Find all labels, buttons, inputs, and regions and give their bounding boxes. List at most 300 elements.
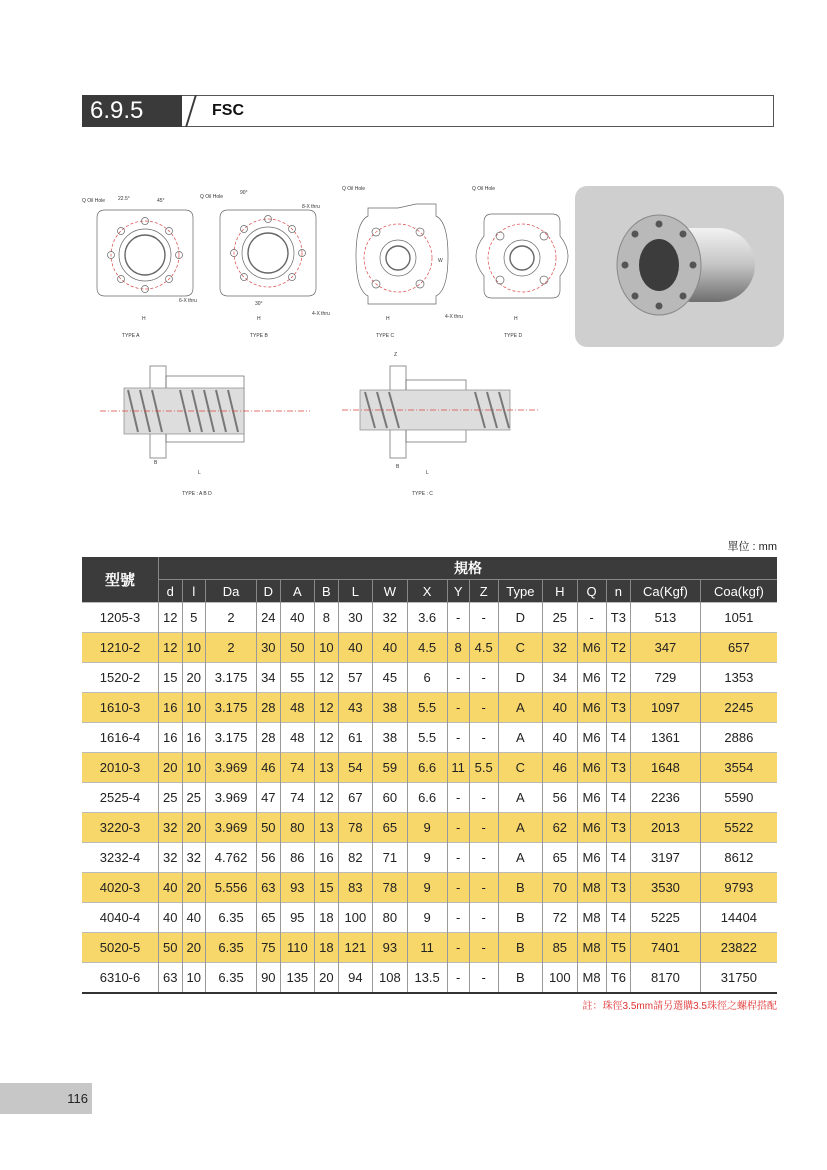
type-d-label: TYPE D <box>504 333 523 339</box>
spec-cell: 6.35 <box>206 903 257 933</box>
spec-cell: 90 <box>257 963 281 994</box>
column-header: Q <box>577 580 606 603</box>
spec-cell: 3.175 <box>206 693 257 723</box>
spec-cell: M6 <box>577 783 606 813</box>
spec-cell: 11 <box>447 753 469 783</box>
spec-cell: - <box>469 783 498 813</box>
spec-cell: M8 <box>577 873 606 903</box>
spec-cell: 30 <box>338 603 373 633</box>
spec-cell: - <box>469 663 498 693</box>
spec-cell: - <box>469 723 498 753</box>
table-row <box>82 663 777 693</box>
type-d-h-label: H <box>514 316 518 322</box>
type-b-angle-label: 90° <box>240 190 248 196</box>
table-row <box>82 843 777 873</box>
spec-cell: 45 <box>373 663 408 693</box>
section-header <box>82 95 774 127</box>
spec-cell: 54 <box>338 753 373 783</box>
type-b-label: TYPE B <box>250 333 268 339</box>
column-header: l <box>182 580 206 603</box>
model-cell: 1210-2 <box>82 633 159 663</box>
spec-cell: 10 <box>182 753 206 783</box>
spec-cell: 16 <box>159 723 183 753</box>
spec-cell: 8612 <box>700 843 777 873</box>
spec-cell: 347 <box>631 633 701 663</box>
side-abd-label: TYPE : A B D <box>182 491 212 497</box>
column-header: Ca(Kgf) <box>631 580 701 603</box>
spec-cell: 6.6 <box>407 783 447 813</box>
spec-cell: 24 <box>257 603 281 633</box>
table-row <box>82 903 777 933</box>
spec-cell: M8 <box>577 933 606 963</box>
type-d-thru-label: 4-X thru <box>445 314 463 320</box>
spec-cell: T3 <box>606 693 631 723</box>
spec-cell: 8 <box>315 603 339 633</box>
spec-cell: B <box>498 933 542 963</box>
spec-cell: 32 <box>159 843 183 873</box>
spec-cell: 23822 <box>700 933 777 963</box>
spec-cell: 40 <box>159 873 183 903</box>
spec-cell: 56 <box>257 843 281 873</box>
spec-cell: M8 <box>577 903 606 933</box>
spec-cell: 3554 <box>700 753 777 783</box>
spec-cell: 56 <box>543 783 578 813</box>
model-cell: 2010-3 <box>82 753 159 783</box>
model-cell: 4020-3 <box>82 873 159 903</box>
spec-cell: 70 <box>543 873 578 903</box>
spec-cell: 3.969 <box>206 753 257 783</box>
spec-cell: 46 <box>543 753 578 783</box>
spec-cell: 65 <box>373 813 408 843</box>
table-row <box>82 933 777 963</box>
model-cell: 1520-2 <box>82 663 159 693</box>
spec-cell: 28 <box>257 723 281 753</box>
spec-cell: 78 <box>373 873 408 903</box>
spec-cell: 62 <box>543 813 578 843</box>
spec-cell: 32 <box>159 813 183 843</box>
spec-cell: M6 <box>577 663 606 693</box>
table-row <box>82 693 777 723</box>
spec-cell: 40 <box>373 633 408 663</box>
type-a-angle2-label: 45° <box>157 198 165 204</box>
type-c-label: TYPE C <box>376 333 395 339</box>
spec-cell: 12 <box>159 633 183 663</box>
spec-cell: 63 <box>159 963 183 994</box>
column-header: Y <box>447 580 469 603</box>
table-row <box>82 723 777 753</box>
type-c-w-label: W <box>438 258 443 264</box>
type-c-thru-label: 4-X thru <box>312 311 330 317</box>
spec-cell: 100 <box>543 963 578 994</box>
spec-cell: 12 <box>315 663 339 693</box>
model-cell: 1610-3 <box>82 693 159 723</box>
spec-cell: T4 <box>606 783 631 813</box>
flange-nut-image <box>575 186 784 347</box>
spec-table-body <box>82 603 777 994</box>
spec-cell: A <box>498 693 542 723</box>
spec-cell: 13.5 <box>407 963 447 994</box>
spec-cell: T3 <box>606 873 631 903</box>
type-a-drawing <box>82 196 197 339</box>
spec-cell: - <box>469 813 498 843</box>
spec-cell: 9 <box>407 903 447 933</box>
spec-cell: 2886 <box>700 723 777 753</box>
spec-table <box>82 557 777 994</box>
spec-cell: 30 <box>257 633 281 663</box>
spec-cell: 10 <box>182 963 206 994</box>
spec-cell: T5 <box>606 933 631 963</box>
spec-cell: 82 <box>338 843 373 873</box>
spec-cell: 78 <box>338 813 373 843</box>
spec-cell: 50 <box>280 633 315 663</box>
spec-cell: M6 <box>577 693 606 723</box>
spec-cell: 4.762 <box>206 843 257 873</box>
spec-cell: 14404 <box>700 903 777 933</box>
table-row <box>82 753 777 783</box>
spec-cell: 65 <box>257 903 281 933</box>
spec-cell: C <box>498 633 542 663</box>
spec-cell: B <box>498 963 542 994</box>
product-photo <box>575 186 784 347</box>
spec-cell: - <box>447 903 469 933</box>
spec-cell: 12 <box>315 783 339 813</box>
model-cell: 1205-3 <box>82 603 159 633</box>
spec-cell: 10 <box>315 633 339 663</box>
page-number-box <box>0 1083 92 1114</box>
spec-cell: 43 <box>338 693 373 723</box>
side-c-label: TYPE : C <box>412 491 433 497</box>
spec-cell: 20 <box>182 873 206 903</box>
spec-cell: 65 <box>543 843 578 873</box>
model-cell: 1616-4 <box>82 723 159 753</box>
spec-cell: 32 <box>373 603 408 633</box>
header-frame <box>182 95 774 127</box>
spec-cell: 6.35 <box>206 933 257 963</box>
spec-cell: - <box>447 723 469 753</box>
spec-cell: 5.5 <box>469 753 498 783</box>
section-title: FSC <box>212 102 244 119</box>
spec-cell: M6 <box>577 813 606 843</box>
type-a-label: TYPE A <box>122 333 140 339</box>
spec-cell: B <box>498 903 542 933</box>
spec-cell: 31750 <box>700 963 777 994</box>
spec-cell: 3530 <box>631 873 701 903</box>
type-c-oil-hole-label: Q Oil Hole <box>342 186 366 192</box>
type-a-h-label: H <box>142 316 146 322</box>
footnote: 註：珠徑3.5mm請另選購3.5珠徑之螺桿搭配 <box>582 1001 777 1012</box>
spec-cell: T3 <box>606 813 631 843</box>
spec-cell: 15 <box>159 663 183 693</box>
spec-cell: 25 <box>159 783 183 813</box>
type-a-oil-hole-label: Q Oil Hole <box>82 198 106 204</box>
spec-cell: - <box>447 603 469 633</box>
spec-cell: 80 <box>280 813 315 843</box>
spec-cell: 8 <box>447 633 469 663</box>
column-header: W <box>373 580 408 603</box>
spec-cell: 657 <box>700 633 777 663</box>
column-header: d <box>159 580 183 603</box>
column-header: Z <box>469 580 498 603</box>
spec-cell: 9 <box>407 813 447 843</box>
spec-cell: B <box>498 873 542 903</box>
spec-cell: 16 <box>315 843 339 873</box>
spec-cell: 40 <box>182 903 206 933</box>
spec-cell: 2013 <box>631 813 701 843</box>
spec-cell: 3.6 <box>407 603 447 633</box>
spec-cell: 5225 <box>631 903 701 933</box>
table-row <box>82 873 777 903</box>
column-header: Type <box>498 580 542 603</box>
type-a-thru-label: 6-X thru <box>179 298 197 304</box>
spec-cell: 20 <box>315 963 339 994</box>
spec-cell: 48 <box>280 723 315 753</box>
spec-cell: 25 <box>543 603 578 633</box>
type-c-h-label: H <box>386 316 390 322</box>
spec-cell: 32 <box>543 633 578 663</box>
spec-cell: 5.556 <box>206 873 257 903</box>
unit-label: 單位 : mm <box>727 541 777 553</box>
spec-cell: 513 <box>631 603 701 633</box>
spec-cell: 3.175 <box>206 723 257 753</box>
spec-cell: - <box>447 933 469 963</box>
side-c-l-label: L <box>426 470 429 476</box>
model-cell: 2525-4 <box>82 783 159 813</box>
spec-cell: 60 <box>373 783 408 813</box>
spec-cell: 1097 <box>631 693 701 723</box>
spec-cell: 94 <box>338 963 373 994</box>
spec-cell: - <box>469 693 498 723</box>
spec-cell: - <box>447 873 469 903</box>
spec-cell: 2245 <box>700 693 777 723</box>
spec-cell: 121 <box>338 933 373 963</box>
spec-cell: 38 <box>373 693 408 723</box>
spec-cell: 3.969 <box>206 783 257 813</box>
spec-cell: 2 <box>206 633 257 663</box>
table-row <box>82 633 777 663</box>
spec-cell: 2 <box>206 603 257 633</box>
spec-cell: 38 <box>373 723 408 753</box>
spec-cell: T2 <box>606 633 631 663</box>
spec-cell: 7401 <box>631 933 701 963</box>
spec-cell: 61 <box>338 723 373 753</box>
spec-cell: 3197 <box>631 843 701 873</box>
spec-cell: 5 <box>182 603 206 633</box>
spec-cell: 57 <box>338 663 373 693</box>
model-cell: 3220-3 <box>82 813 159 843</box>
spec-cell: A <box>498 723 542 753</box>
column-header: B <box>315 580 339 603</box>
column-header: L <box>338 580 373 603</box>
spec-cell: 6.6 <box>407 753 447 783</box>
model-cell: 5020-5 <box>82 933 159 963</box>
spec-cell: 1353 <box>700 663 777 693</box>
model-header: 型號 <box>82 557 159 603</box>
spec-cell: 40 <box>543 723 578 753</box>
spec-cell: - <box>447 813 469 843</box>
spec-cell: 1361 <box>631 723 701 753</box>
spec-cell: T3 <box>606 753 631 783</box>
spec-cell: 83 <box>338 873 373 903</box>
column-header: H <box>543 580 578 603</box>
spec-cell: 16 <box>159 693 183 723</box>
spec-cell: A <box>498 843 542 873</box>
spec-cell: T2 <box>606 663 631 693</box>
side-abd-b-label: B <box>154 460 158 466</box>
spec-cell: 34 <box>543 663 578 693</box>
type-b-h-label: H <box>257 316 261 322</box>
spec-cell: 6 <box>407 663 447 693</box>
spec-cell: 74 <box>280 753 315 783</box>
spec-cell: 40 <box>159 903 183 933</box>
spec-cell: 12 <box>315 723 339 753</box>
spec-cell: 93 <box>373 933 408 963</box>
spec-cell: - <box>447 693 469 723</box>
spec-cell: T6 <box>606 963 631 994</box>
spec-header: 規格 <box>159 557 778 580</box>
spec-cell: 15 <box>315 873 339 903</box>
spec-cell: 16 <box>182 723 206 753</box>
spec-cell: 32 <box>182 843 206 873</box>
spec-cell: 135 <box>280 963 315 994</box>
spec-cell: 10 <box>182 693 206 723</box>
spec-cell: M6 <box>577 753 606 783</box>
spec-cell: M6 <box>577 843 606 873</box>
spec-cell: 80 <box>373 903 408 933</box>
spec-cell: C <box>498 753 542 783</box>
spec-cell: 75 <box>257 933 281 963</box>
spec-cell: - <box>447 963 469 994</box>
spec-cell: 86 <box>280 843 315 873</box>
table-row <box>82 963 777 994</box>
spec-cell: - <box>447 663 469 693</box>
spec-cell: 74 <box>280 783 315 813</box>
column-header: Da <box>206 580 257 603</box>
spec-cell: 100 <box>338 903 373 933</box>
spec-cell: 20 <box>182 933 206 963</box>
spec-cell: 110 <box>280 933 315 963</box>
spec-cell: 20 <box>159 753 183 783</box>
spec-cell: 85 <box>543 933 578 963</box>
type-b-thru-label: 8-X thru <box>302 204 320 210</box>
side-abd-l-label: L <box>198 470 201 476</box>
spec-cell: 8170 <box>631 963 701 994</box>
spec-cell: T4 <box>606 843 631 873</box>
table-row <box>82 813 777 843</box>
spec-cell: 20 <box>182 813 206 843</box>
spec-cell: 6.35 <box>206 963 257 994</box>
spec-cell: 2236 <box>631 783 701 813</box>
spec-cell: 40 <box>338 633 373 663</box>
section-number: 6.9.5 <box>82 95 182 127</box>
spec-cell: 63 <box>257 873 281 903</box>
type-d-drawing <box>445 186 568 339</box>
spec-cell: 93 <box>280 873 315 903</box>
side-c-b-label: B <box>396 464 400 470</box>
spec-cell: 95 <box>280 903 315 933</box>
spec-cell: 59 <box>373 753 408 783</box>
spec-cell: 5522 <box>700 813 777 843</box>
spec-cell: 1648 <box>631 753 701 783</box>
spec-cell: - <box>447 783 469 813</box>
type-c-drawing <box>312 186 448 339</box>
table-row <box>82 783 777 813</box>
column-header-row <box>82 580 777 603</box>
spec-cell: 12 <box>315 693 339 723</box>
spec-cell: T3 <box>606 603 631 633</box>
spec-cell: 28 <box>257 693 281 723</box>
spec-cell: 3.175 <box>206 663 257 693</box>
spec-cell: 1051 <box>700 603 777 633</box>
column-header: A <box>280 580 315 603</box>
spec-cell: 34 <box>257 663 281 693</box>
spec-cell: 50 <box>159 933 183 963</box>
spec-cell: 4.5 <box>407 633 447 663</box>
spec-cell: 11 <box>407 933 447 963</box>
spec-cell: 40 <box>280 603 315 633</box>
spec-cell: 67 <box>338 783 373 813</box>
spec-cell: 20 <box>182 663 206 693</box>
side-view-c <box>342 352 540 497</box>
spec-cell: - <box>469 843 498 873</box>
spec-cell: M6 <box>577 723 606 753</box>
type-b-drawing <box>200 190 320 339</box>
spec-cell: T4 <box>606 903 631 933</box>
type-b-angle2-label: 30° <box>255 301 263 307</box>
spec-cell: 13 <box>315 753 339 783</box>
column-header: D <box>257 580 281 603</box>
spec-cell: 55 <box>280 663 315 693</box>
spec-cell: 729 <box>631 663 701 693</box>
spec-cell: 47 <box>257 783 281 813</box>
spec-cell: - <box>469 873 498 903</box>
spec-cell: 108 <box>373 963 408 994</box>
spec-cell: D <box>498 603 542 633</box>
spec-cell: - <box>469 933 498 963</box>
spec-cell: 5.5 <box>407 723 447 753</box>
model-cell: 3232-4 <box>82 843 159 873</box>
spec-cell: A <box>498 813 542 843</box>
spec-cell: M6 <box>577 633 606 663</box>
spec-cell: M8 <box>577 963 606 994</box>
column-header: X <box>407 580 447 603</box>
spec-cell: 50 <box>257 813 281 843</box>
spec-cell: 3.969 <box>206 813 257 843</box>
spec-cell: 13 <box>315 813 339 843</box>
spec-cell: - <box>447 843 469 873</box>
model-cell: 6310-6 <box>82 963 159 994</box>
spec-cell: 18 <box>315 903 339 933</box>
spec-cell: 5.5 <box>407 693 447 723</box>
spec-cell: 9793 <box>700 873 777 903</box>
spec-cell: - <box>577 603 606 633</box>
spec-cell: 72 <box>543 903 578 933</box>
spec-cell: 40 <box>543 693 578 723</box>
side-c-z-label: Z <box>394 352 398 358</box>
spec-cell: D <box>498 663 542 693</box>
technical-drawings <box>80 180 570 500</box>
type-b-oil-hole-label: Q Oil Hole <box>200 194 224 200</box>
spec-cell: 5590 <box>700 783 777 813</box>
spec-cell: 4.5 <box>469 633 498 663</box>
spec-cell: - <box>469 963 498 994</box>
spec-cell: 46 <box>257 753 281 783</box>
type-d-oil-hole-label: Q Oil Hole <box>472 186 496 192</box>
spec-cell: 48 <box>280 693 315 723</box>
spec-cell: - <box>469 903 498 933</box>
spec-cell: 18 <box>315 933 339 963</box>
spec-cell: 71 <box>373 843 408 873</box>
spec-cell: T4 <box>606 723 631 753</box>
